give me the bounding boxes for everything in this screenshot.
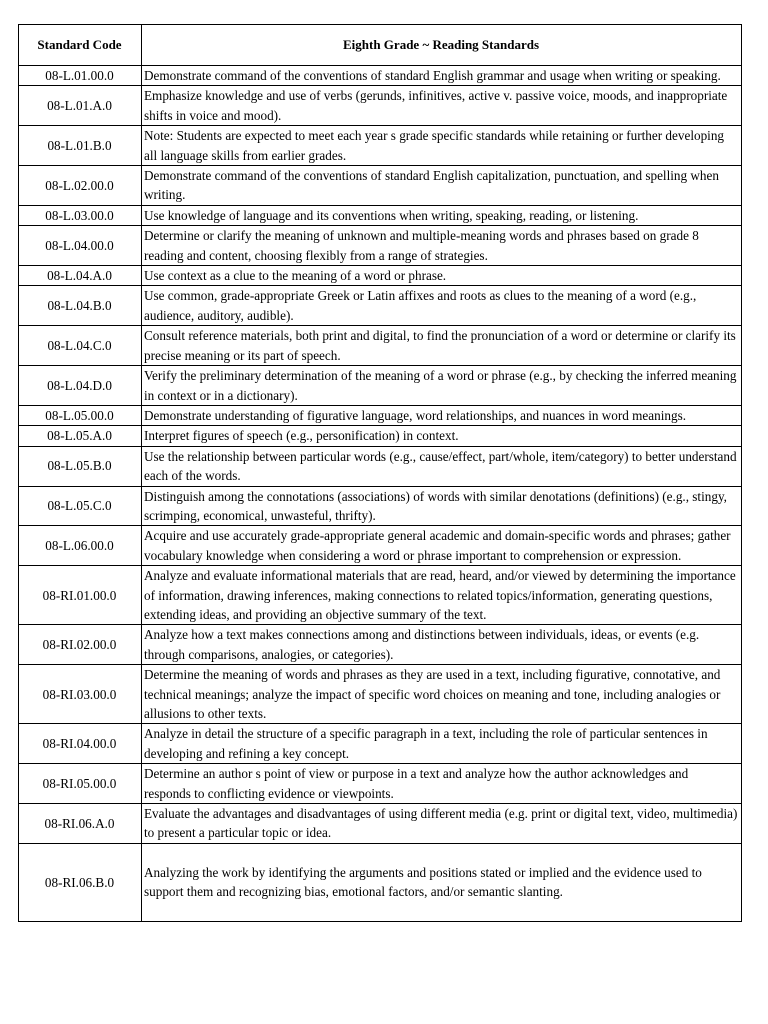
standard-code-cell: 08-L.05.A.0 [19,426,142,446]
standard-description-cell: Interpret figures of speech (e.g., personification) in context. [142,426,742,446]
standard-description-cell: Demonstrate command of the conventions of standard English capitalization, punctuation, and spelling when writing. [142,166,742,206]
standard-description-cell: Use the relationship between particular words (e.g., cause/effect, part/whole, item/category) to better understand each of the words. [142,446,742,486]
standard-code-cell: 08-L.05.B.0 [19,446,142,486]
table-row [19,366,742,406]
standard-description-cell: Evaluate the advantages and disadvantages of using different media (e.g. print or digital text, video, multimedia) to present a particular topic or idea. [142,804,742,844]
table-row [19,286,742,326]
standard-description-cell: Demonstrate understanding of figurative language, word relationships, and nuances in word meanings. [142,405,742,425]
standard-description-cell: Acquire and use accurately grade-appropriate general academic and domain-specific words and phrases; gather vocabulary knowledge when considering a word or phrase important to comprehension or expression. [142,526,742,566]
table-row [19,66,742,86]
table-row [19,526,742,566]
table-row [19,724,742,764]
table-row [19,126,742,166]
header-standard-code: Standard Code [19,25,142,66]
standard-code-cell: 08-RI.05.00.0 [19,764,142,804]
standard-code-cell: 08-L.05.00.0 [19,405,142,425]
standard-code-cell: 08-L.06.00.0 [19,526,142,566]
table-row [19,665,742,724]
standard-description-cell: Determine the meaning of words and phrases as they are used in a text, including figurative, connotative, and technical meanings; analyze the impact of specific word choices on meaning and tone, including analogies or allusions to other texts. [142,665,742,724]
table-row [19,625,742,665]
standard-code-cell: 08-L.05.C.0 [19,486,142,526]
standard-description-cell: Consult reference materials, both print and digital, to find the pronunciation of a word or determine or clarify its precise meaning or its part of speech. [142,326,742,366]
standard-code-cell: 08-L.04.C.0 [19,326,142,366]
table-row [19,446,742,486]
table-row [19,566,742,625]
standard-code-cell: 08-RI.06.B.0 [19,843,142,921]
standard-description-cell: Analyze how a text makes connections among and distinctions between individuals, ideas, or events (e.g. through comparisons, analogies, or categories). [142,625,742,665]
table-row [19,205,742,225]
table-row [19,764,742,804]
standard-code-cell: 08-L.04.A.0 [19,266,142,286]
standard-description-cell: Analyzing the work by identifying the arguments and positions stated or implied and the evidence used to support them and recognizing bias, emotional factors, and/or semantic slanting. [142,843,742,921]
header-reading-standards: Eighth Grade ~ Reading Standards [142,25,742,66]
standard-description-cell: Verify the preliminary determination of the meaning of a word or phrase (e.g., by checking the inferred meaning in context or in a dictionary). [142,366,742,406]
standard-description-cell: Analyze in detail the structure of a specific paragraph in a text, including the role of particular sentences in developing and refining a key concept. [142,724,742,764]
standard-code-cell: 08-RI.03.00.0 [19,665,142,724]
standard-description-cell: Use common, grade-appropriate Greek or Latin affixes and roots as clues to the meaning of a word (e.g., audience, auditory, audible). [142,286,742,326]
standard-description-cell: Emphasize knowledge and use of verbs (gerunds, infinitives, active v. passive voice, moods, and inappropriate shifts in voice and mood). [142,86,742,126]
table-row [19,226,742,266]
standard-description-cell: Determine an author s point of view or purpose in a text and analyze how the author acknowledges and responds to conflicting evidence or viewpoints. [142,764,742,804]
standard-code-cell: 08-L.02.00.0 [19,166,142,206]
standard-code-cell: 08-L.04.D.0 [19,366,142,406]
table-row [19,86,742,126]
standard-code-cell: 08-L.03.00.0 [19,205,142,225]
standard-description-cell: Determine or clarify the meaning of unknown and multiple-meaning words and phrases based on grade 8 reading and content, choosing flexibly from a range of strategies. [142,226,742,266]
standard-description-cell: Distinguish among the connotations (associations) of words with similar denotations (definitions) (e.g., stingy, scrimping, economical, unwasteful, thrifty). [142,486,742,526]
standard-description-cell: Use context as a clue to the meaning of a word or phrase. [142,266,742,286]
table-row [19,326,742,366]
standard-code-cell: 08-L.01.B.0 [19,126,142,166]
table-row [19,843,742,921]
table-row [19,486,742,526]
standard-code-cell: 08-RI.04.00.0 [19,724,142,764]
table-row [19,266,742,286]
standard-code-cell: 08-L.04.B.0 [19,286,142,326]
standard-description-cell: Demonstrate command of the conventions of standard English grammar and usage when writing or speaking. [142,66,742,86]
standard-code-cell: 08-RI.02.00.0 [19,625,142,665]
standard-code-cell: 08-L.01.A.0 [19,86,142,126]
standards-table [18,24,742,922]
standard-code-cell: 08-L.01.00.0 [19,66,142,86]
table-row [19,804,742,844]
standard-code-cell: 08-RI.06.A.0 [19,804,142,844]
header-row [19,25,742,66]
table-row [19,426,742,446]
standard-description-cell: Analyze and evaluate informational materials that are read, heard, and/or viewed by determining the importance of information, drawing inferences, making connections to related topics/information, generating questions, extending ideas, and providing an objective summary of the text. [142,566,742,625]
standard-code-cell: 08-RI.01.00.0 [19,566,142,625]
standard-description-cell: Note: Students are expected to meet each year s grade specific standards while retaining or further developing all language skills from earlier grades. [142,126,742,166]
table-row [19,405,742,425]
standard-code-cell: 08-L.04.00.0 [19,226,142,266]
table-row [19,166,742,206]
standard-description-cell: Use knowledge of language and its conventions when writing, speaking, reading, or listening. [142,205,742,225]
